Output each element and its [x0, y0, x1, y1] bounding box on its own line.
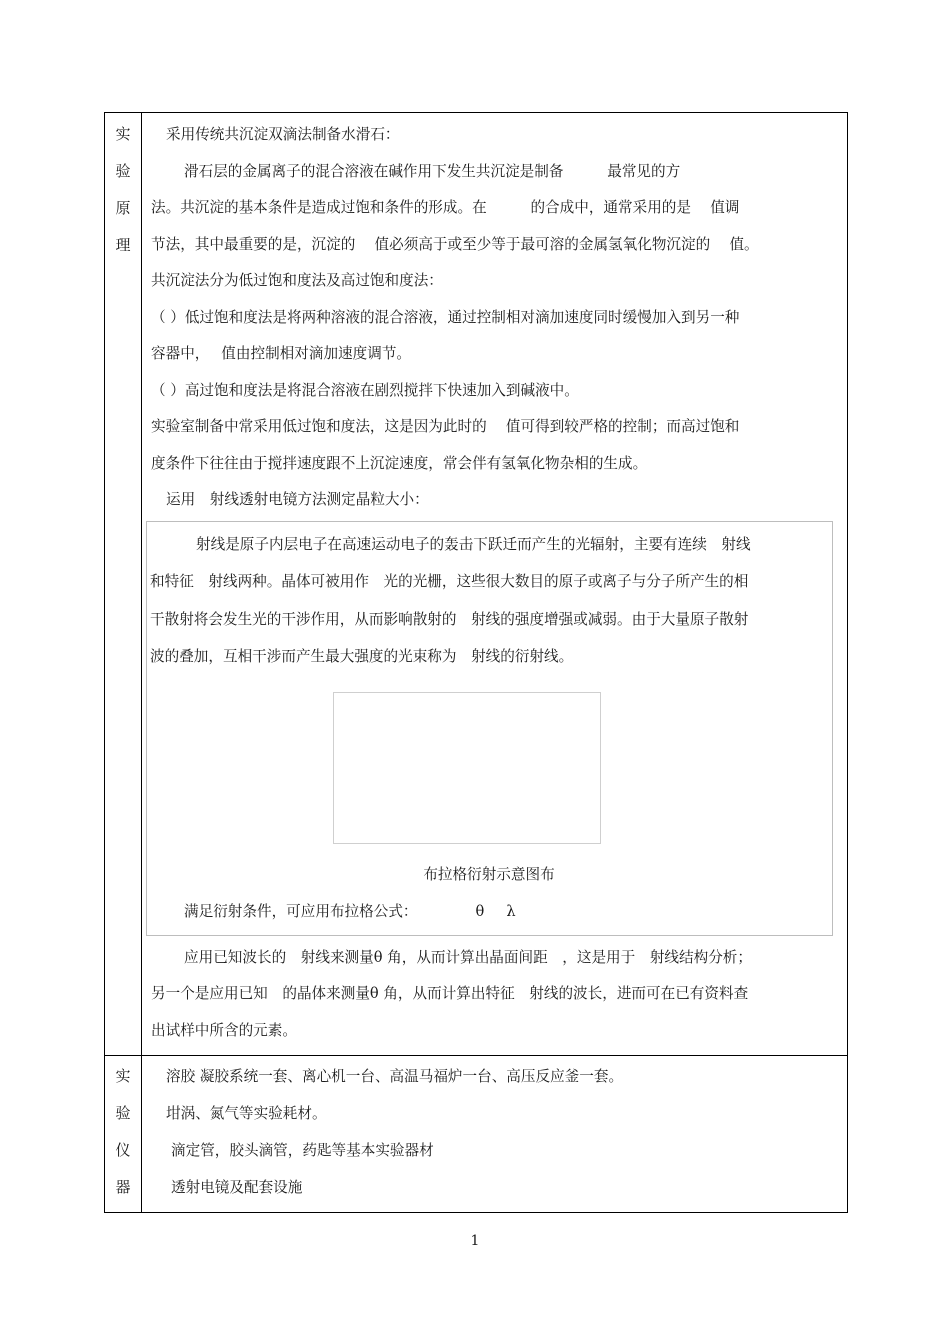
bragg-diagram-image [333, 692, 601, 844]
label-char: 验 [115, 1104, 131, 1122]
label-char: 器 [115, 1178, 131, 1196]
principle-label [105, 113, 142, 1056]
label-char: 理 [115, 236, 131, 254]
xray-text-box [146, 521, 833, 936]
list-item: 容器中， 值由控制相对滴加速度调节。 [151, 345, 412, 362]
equipment-content [142, 1056, 848, 1213]
formula-text: 满足衍射条件，可应用布拉格公式： [184, 903, 418, 920]
equipment-label [105, 1056, 142, 1213]
paragraph-line: 度条件下往往由于搅拌速度跟不上沉淀速度，常会伴有氢氧化物杂相的生成。 [151, 454, 648, 472]
equipment-row [105, 1056, 848, 1213]
paragraph-line: 法。共沉淀的基本条件是造成过饱和条件的形成。在 的合成中，通常采用的是 值调 [151, 199, 740, 216]
paragraph-line: 波的叠加，互相干涉而产生最大强度的光束称为 射线的衍射线。 [150, 648, 574, 665]
equipment-item: 坩涡、氮气等实验耗材。 [166, 1105, 327, 1122]
paragraph-line: 滑石层的金属离子的混合溶液在碱作用下发生共沉淀是制备 最常见的方 [184, 162, 681, 180]
paragraph-line: 另一个是应用已知 的晶体来测量θ 角，从而计算出特征 射线的波长，进而可在已有资料查 [151, 985, 749, 1002]
paragraph-line: 干散射将会发生光的干涉作用，从而影响散射的 射线的强度增强或减弱。由于大量原子散射 [150, 610, 749, 628]
lambda-symbol: λ [506, 903, 516, 920]
paragraph-line: 射线是原子内层电子在高速运动电子的轰击下跃迁而产生的光辐射，主要有连续 射线 [196, 535, 751, 553]
label-char: 仪 [115, 1141, 131, 1159]
paragraph-line: 和特征 射线两种。晶体可被用作 光的光栅，这些很大数目的原子或离子与分子所产生的相 [150, 573, 749, 590]
theta-symbol: θ [475, 903, 485, 920]
list-item: （ ）高过饱和度法是将混合溶液在剧烈搅拌下快速加入到碱液中。 [151, 381, 579, 399]
paragraph-line: 节法，其中最重要的是，沉淀的 值必须高于或至少等于最可溶的金属氢氧化物沉淀的 值。 [151, 235, 759, 253]
label-char: 实 [115, 125, 131, 143]
list-item: （ ）低过饱和度法是将两种溶液的混合溶液，通过控制相对滴加速度同时缓慢加入到另一种 [151, 308, 740, 326]
xray-heading: 运用 射线透射电镜方法测定晶粒大小： [166, 491, 429, 508]
label-char: 实 [115, 1067, 131, 1085]
paragraph-line: 出试样中所含的元素。 [151, 1021, 297, 1039]
paragraph-line: 实验室制备中常采用低过饱和度法，这是因为此时的 值可得到较严格的控制；而高过饱和 [151, 418, 740, 435]
figure-caption: 布拉格衍射示意图布 [423, 865, 555, 883]
principle-content [142, 113, 848, 1056]
page-number: 1 [470, 1233, 480, 1249]
equipment-item: 滴定管，胶头滴管，药匙等基本实验器材 [171, 1142, 434, 1159]
principle-row [105, 113, 848, 1056]
label-char: 验 [115, 162, 131, 180]
equipment-item: 溶胶 凝胶系统一套、离心机一台、高温马福炉一台、高压反应釜一套。 [166, 1068, 624, 1085]
label-char: 原 [115, 199, 131, 217]
paragraph-line: 应用已知波长的 射线来测量θ 角，从而计算出晶面间距 ，这是用于 射线结构分析； [184, 948, 752, 966]
experiment-table [104, 112, 848, 1213]
method-heading: 采用传统共沉淀双滴法制备水滑石： [166, 126, 400, 143]
equipment-item: 透射电镜及配套设施 [171, 1179, 303, 1196]
bragg-formula [150, 893, 828, 931]
paragraph-line: 共沉淀法分为低过饱和度法及高过饱和度法： [151, 272, 443, 289]
